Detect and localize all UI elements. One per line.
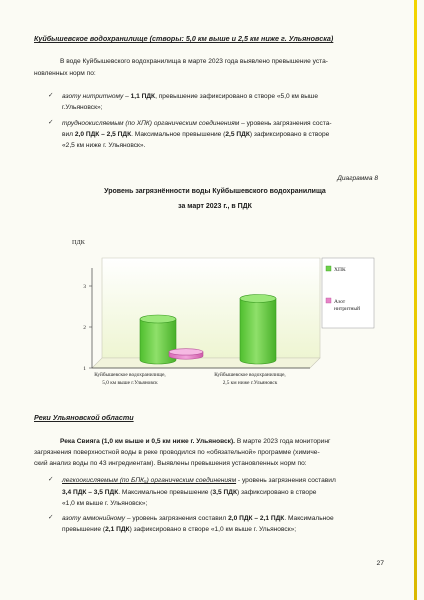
chart-x-tick-label: Куйбышевское водохранилище, (214, 372, 286, 378)
text: – уровень загрязнения составил (125, 515, 229, 522)
river-sviyaga-line2: загрязнения поверхностной воды в реке проводился по «обязательной» программе (химиче- (34, 449, 320, 456)
chart-bar-top (169, 349, 203, 355)
bullet-cod-line3: «2,5 км ниже г. Ульяновск». (62, 142, 146, 149)
bullet-cod-term: трудноокисляемым (по ХПК) органическим соединениям (62, 120, 240, 127)
section-title-kuibyshev: Куйбышевское водохранилище (створы: 5,0 км выше и 2,5 км ниже г. Ульяновска) (34, 34, 334, 43)
chart-ticks-group (83, 284, 92, 372)
bullet-ammonium-term: азоту аммонийному (62, 515, 126, 522)
legend-label-nitrite: Азот (334, 299, 346, 305)
page-number: 27 (376, 560, 384, 567)
chart-back-wall (102, 258, 320, 358)
check-mark-icon: ✓ (48, 119, 54, 126)
bullet-bod-range: 3,4 ПДК – 3,5 ПДК (62, 489, 119, 496)
bullet-cod-text: – уровень загрязнения соста- (239, 120, 332, 127)
bullet-bod-max: 3,5 ПДК (212, 489, 237, 496)
chart-bar-top (140, 315, 176, 323)
chart-bar-top (240, 295, 276, 303)
legend-swatch-cod (326, 266, 331, 271)
text-dash: – (123, 93, 131, 100)
section-title-rivers: Реки Ульяновской области (34, 413, 134, 422)
check-mark-icon: ✓ (48, 514, 54, 521)
text: . Максимальное превышение ( (118, 489, 213, 496)
river-sviyaga-heading: Река Свияга (1,0 км выше и 0,5 км ниже г. Ульяновск). (60, 438, 235, 445)
bullet-ammonium-range: 2,0 ПДК – 2,1 ПДК (228, 515, 285, 522)
bullet-ammonium-line1 (62, 513, 400, 524)
bullet-nitrite-line2: г.Ульяновск»; (62, 104, 103, 111)
text: . Максимальное (284, 515, 334, 522)
text: ) зафиксировано в створе (236, 489, 317, 496)
chart-x-tick-label: 5,0 км выше г.Ульяновск (102, 380, 158, 386)
bullet-bod-line1 (62, 475, 400, 486)
legend-swatch-nitrite (326, 298, 331, 303)
check-mark-icon: ✓ (48, 476, 54, 483)
paragraph-intro-line2: новленных норм по: (34, 70, 96, 77)
river-sviyaga-line1 (60, 436, 400, 447)
chart-floor (92, 358, 320, 368)
chart-y-axis-label: ПДК (72, 239, 85, 246)
bullet-cod-max: 2,5 ПДК (225, 131, 250, 138)
check-mark-icon: ✓ (48, 92, 54, 99)
bullet-bod-term: легкоокисляемым (по БПК₅) органическим соединениям (62, 477, 237, 484)
text: ) зафиксировано в створе (249, 131, 330, 138)
text: превышение ( (62, 526, 106, 533)
paragraph-intro-line1: В воде Куйбышевского водохранилища в марте 2023 года выявлено превышение уста- (60, 58, 328, 65)
text: В марте 2023 года мониторинг (234, 438, 331, 445)
text: . Максимальное превышение ( (131, 131, 226, 138)
bullet-nitrite-text: , превышение зафиксировано в створе «5,0 км выше (155, 93, 318, 100)
bullet-bod-line2 (62, 487, 400, 498)
chart-x-labels-group (94, 371, 286, 386)
chart-y-tick-label: 2 (83, 325, 86, 331)
chart-title-line2: за март 2023 г., в ПДК (178, 203, 252, 210)
diagram-number: Диаграмма 8 (337, 175, 378, 182)
legend-label-cod: ХПК (334, 267, 346, 273)
bullet-cod-range: 2,0 ПДК – 2,5 ПДК (74, 131, 132, 138)
chart-y-tick-label: 1 (83, 366, 86, 372)
text: вил (62, 131, 75, 138)
text: ) зафиксировано в створе «1,0 км выше г. Ульяновск»; (129, 526, 297, 533)
chart-x-tick-label: Куйбышевское водохранилище, (94, 372, 166, 378)
text: - уровень загрязнения составил (236, 477, 336, 484)
legend-label-nitrite: нитритный (334, 306, 361, 312)
chart-x-tick-label: 2,5 км ниже г.Ульяновск (222, 380, 278, 386)
chart-y-tick-label: 3 (83, 284, 86, 290)
chart-bar-cod (240, 299, 276, 365)
bullet-bod-line3: «1,0 км выше г. Ульяновск»; (62, 500, 148, 507)
river-sviyaga-line3: ский анализ воды по 43 ингредиентам). Выявлены превышения установленных норм по: (34, 460, 307, 467)
chart-title-line1: Уровень загрязнённости воды Куйбышевского водохранилища (104, 188, 326, 195)
bullet-nitrite-term: азоту нитритному (62, 93, 124, 100)
bullet-ammonium-max: 2,1 ПДК (105, 526, 130, 533)
bullet-nitrite-value: 1,1 ПДК (130, 93, 156, 100)
bullet-ammonium-line2 (62, 524, 400, 535)
